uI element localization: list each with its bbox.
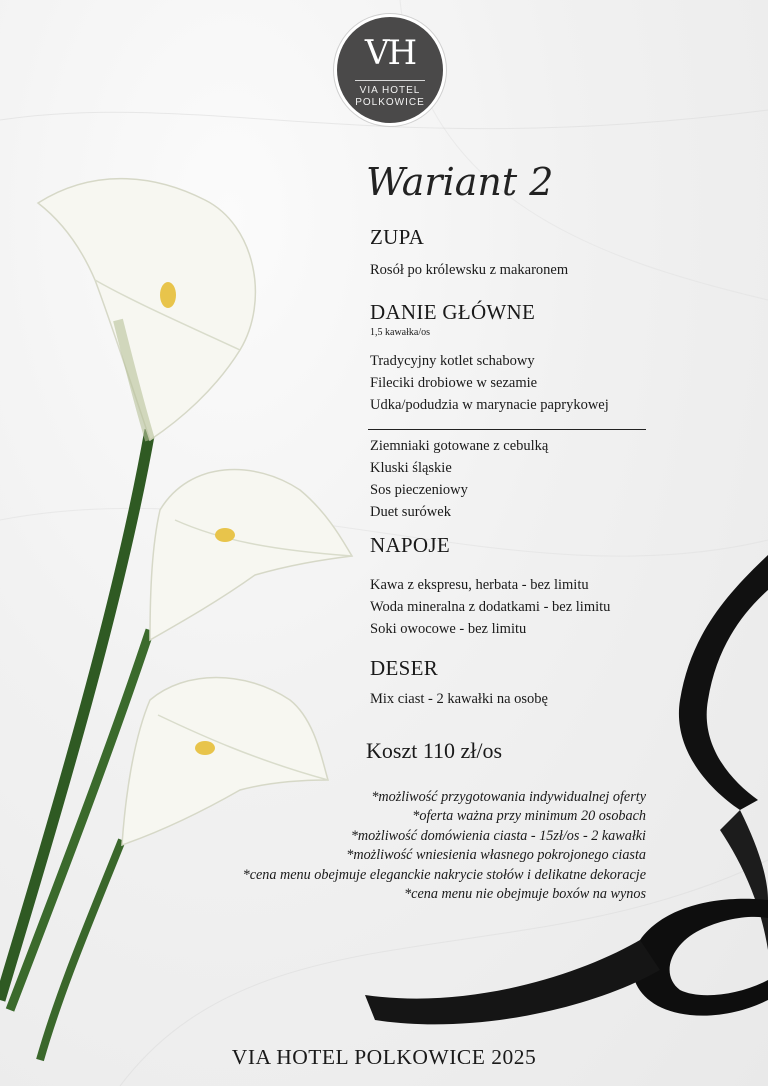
menu-title: Wariant 2 — [366, 160, 554, 204]
section-heading-napoje: NAPOJE — [370, 533, 450, 557]
note-line: *możliwość wniesienia własnego pokrojonego ciasta — [346, 847, 646, 864]
menu-item: Duet surówek — [370, 504, 451, 520]
logo-name-line1: VIA HOTEL — [359, 85, 421, 96]
logo-name — [337, 85, 443, 109]
price-label: Koszt 110 zł/os — [366, 738, 503, 763]
menu-item: Rosół po królewsku z makaronem — [370, 262, 569, 278]
section-heading-zupa: ZUPA — [370, 225, 425, 249]
note-line: *cena menu obejmuje eleganckie nakrycie stołów i delikatne dekoracje — [242, 866, 646, 883]
menu-item: Sos pieczeniowy — [370, 482, 468, 498]
logo-divider — [355, 80, 425, 81]
menu-item: Mix ciast - 2 kawałki na osobę — [370, 691, 548, 707]
menu-item: Woda mineralna z dodatkami - bez limitu — [370, 599, 611, 615]
divider-line — [368, 429, 646, 430]
section-heading-main: DANIE GŁÓWNE — [370, 300, 536, 324]
menu-item: Kawa z ekspresu, herbata - bez limitu — [370, 577, 589, 593]
note-line: *cena menu nie obejmuje boxów na wynos — [404, 886, 646, 903]
portion-note: 1,5 kawałka/os — [370, 327, 430, 338]
note-line: *możliwość domówienia ciasta - 15zł/os - 2 kawałki — [350, 827, 646, 844]
menu-item: Udka/podudzia w marynacie paprykowej — [370, 397, 609, 413]
logo-name-line2: POLKOWICE — [355, 97, 425, 108]
menu-item: Tradycyjny kotlet schabowy — [370, 353, 535, 369]
hotel-logo — [334, 14, 446, 126]
offer-notes — [243, 788, 646, 904]
menu-item: Fileciki drobiowe w sezamie — [370, 375, 538, 391]
note-line: *oferta ważna przy minimum 20 osobach — [412, 808, 646, 825]
note-line: *możliwość przygotowania indywidualnej oferty — [371, 789, 646, 805]
logo-monogram: VH — [364, 33, 416, 73]
footer-text: VIA HOTEL POLKOWICE 2025 — [231, 1045, 537, 1069]
menu-item: Soki owocowe - bez limitu — [370, 621, 527, 637]
section-heading-deser: DESER — [370, 656, 439, 680]
menu-item: Ziemniaki gotowane z cebulką — [370, 438, 549, 454]
menu-item: Kluski śląskie — [370, 460, 452, 476]
